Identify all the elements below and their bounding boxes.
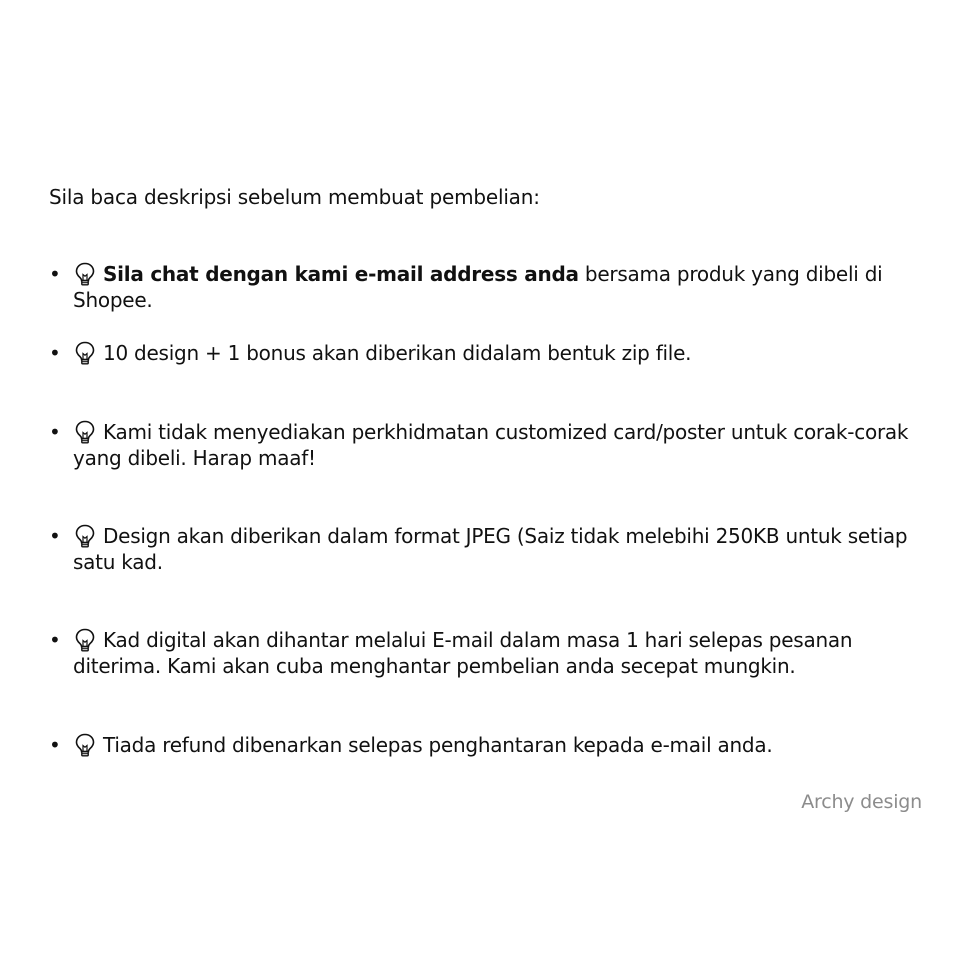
bullet-dot: • <box>49 524 61 548</box>
lightbulb-icon <box>73 340 97 366</box>
list-item-text: Kad digital akan dihantar melalui E-mail dalam masa 1 hari selepas pesanan diterima. Kami akan cuba menghantar pembelian anda secepat mungkin. <box>73 628 853 678</box>
list-item <box>49 732 929 758</box>
list-item-body <box>73 261 929 313</box>
list-item-body <box>73 340 929 366</box>
lightbulb-icon <box>73 523 97 549</box>
bullet-dot: • <box>49 341 61 365</box>
credit-text: Archy design <box>801 791 922 813</box>
list-item-text: 10 design + 1 bonus akan diberikan didalam bentuk zip file. <box>103 341 692 365</box>
list-item-text: Tiada refund dibenarkan selepas penghantaran kepada e-mail anda. <box>103 733 773 757</box>
list-item <box>49 523 929 575</box>
lightbulb-icon <box>73 261 97 287</box>
list-item <box>49 261 929 313</box>
list-item-body <box>73 627 929 679</box>
list-item-text: Kami tidak menyediakan perkhidmatan customized card/poster untuk corak-corak yang dibeli. Harap maaf! <box>73 420 909 470</box>
bullet-dot: • <box>49 420 61 444</box>
list-item <box>49 340 929 366</box>
list-item-text: Design akan diberikan dalam format JPEG (Saiz tidak melebihi 250KB untuk setiap satu kad. <box>73 524 908 574</box>
lightbulb-icon <box>73 627 97 653</box>
lightbulb-icon <box>73 419 97 445</box>
list-item <box>49 419 929 471</box>
list-item-body <box>73 523 929 575</box>
list-item-bold-text: Sila chat dengan kami e-mail address anda <box>103 262 579 286</box>
list-item-body <box>73 732 929 758</box>
intro-text: Sila baca deskripsi sebelum membuat pembelian: <box>49 185 540 209</box>
list-item <box>49 627 929 679</box>
lightbulb-icon <box>73 732 97 758</box>
bullet-dot: • <box>49 628 61 652</box>
bullet-dot: • <box>49 733 61 757</box>
list-item-body <box>73 419 929 471</box>
bullet-dot: • <box>49 262 61 286</box>
list-item-text: bersama produk yang dibeli di Shopee. <box>73 262 883 312</box>
